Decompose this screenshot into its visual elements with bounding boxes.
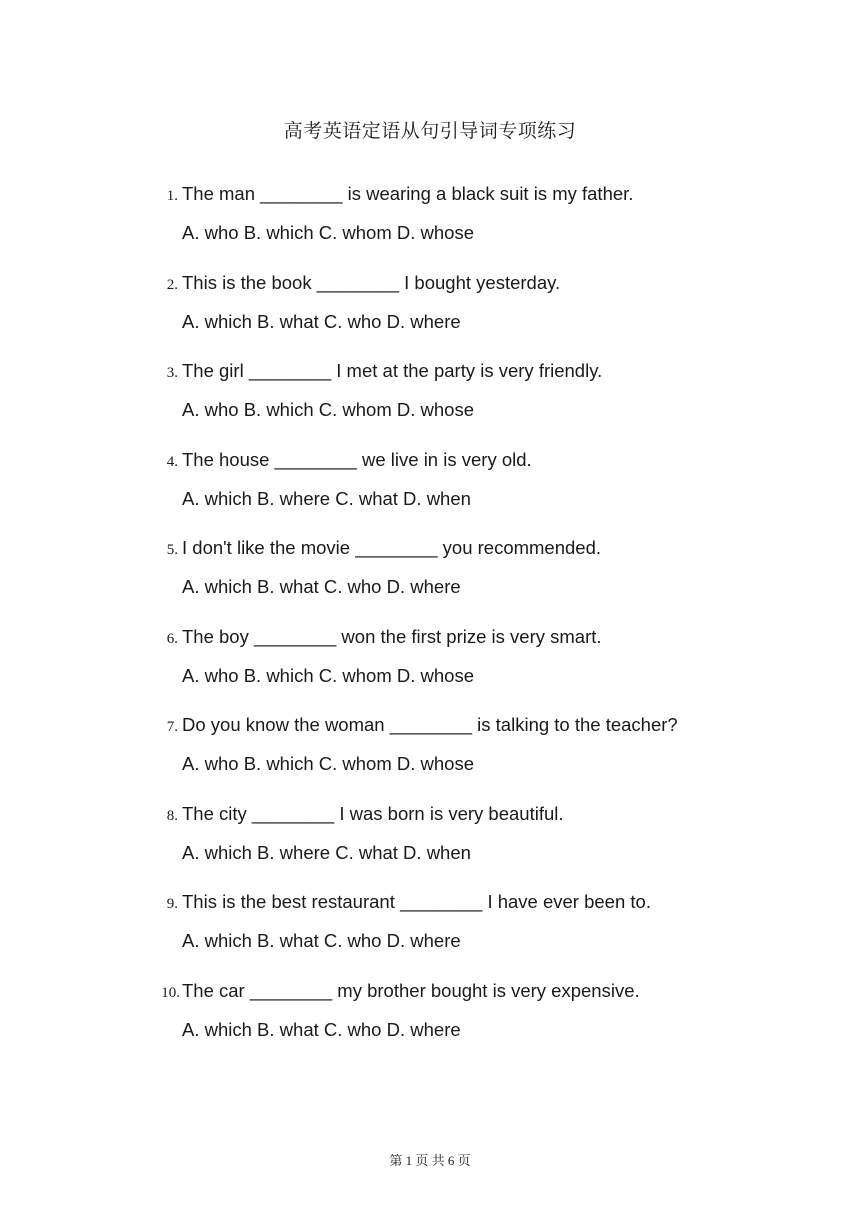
question-list bbox=[0, 183, 860, 1068]
question-options: A. which B. where C. what D. when bbox=[182, 487, 471, 509]
question-number: 3. bbox=[166, 365, 178, 381]
question-options: A. who B. which C. whom D. whose bbox=[182, 753, 474, 774]
question-options: A. who B. which C. whom D. whose bbox=[182, 664, 474, 686]
question-item bbox=[0, 626, 860, 715]
question-options: A. which B. what C. who D. where bbox=[182, 576, 461, 597]
question-number: 8. bbox=[166, 807, 178, 824]
question-stem: The house ________ we live in is very old. bbox=[182, 448, 532, 470]
question-options: A. which B. what C. who D. where bbox=[182, 930, 461, 951]
question-item bbox=[0, 183, 860, 272]
question-stem: The city ________ I was born is very beautiful. bbox=[182, 802, 564, 824]
question-options: A. which B. where C. what D. when bbox=[182, 841, 471, 863]
question-stem: The boy ________ won the first prize is very smart. bbox=[182, 625, 602, 647]
question-number: 1. bbox=[166, 188, 178, 204]
question-options: A. which B. what C. who D. where bbox=[182, 310, 461, 332]
page-footer: 第 1 页 共 6 页 bbox=[389, 1153, 471, 1168]
question-stem: The man ________ is wearing a black suit is my father. bbox=[182, 183, 634, 204]
question-stem: Do you know the woman ________ is talking to the teacher? bbox=[182, 714, 678, 735]
question-item bbox=[0, 537, 860, 626]
question-stem: This is the best restaurant ________ I have ever been to. bbox=[182, 891, 651, 912]
question-stem: The girl ________ I met at the party is very friendly. bbox=[182, 360, 603, 381]
question-number: 5. bbox=[166, 542, 178, 558]
question-number: 9. bbox=[166, 896, 178, 912]
question-options: A. who B. which C. whom D. whose bbox=[182, 399, 474, 420]
page-title: 高考英语定语从句引导词专项练习 bbox=[283, 120, 577, 142]
question-stem: This is the book ________ I bought yesterday. bbox=[182, 271, 561, 293]
question-item bbox=[0, 891, 860, 980]
question-options: A. who B. which C. whom D. whose bbox=[182, 222, 474, 243]
question-number: 7. bbox=[166, 719, 178, 735]
question-stem: I don't like the movie ________ you recommended. bbox=[182, 537, 602, 558]
question-item bbox=[0, 714, 860, 803]
question-item bbox=[0, 360, 860, 449]
question-item bbox=[0, 272, 860, 361]
question-item bbox=[0, 980, 860, 1069]
question-number: 6. bbox=[166, 630, 178, 647]
question-item bbox=[0, 449, 860, 538]
question-number: 2. bbox=[166, 276, 178, 293]
question-number: 10. bbox=[161, 984, 180, 1001]
question-item bbox=[0, 803, 860, 892]
question-options: A. which B. what C. who D. where bbox=[182, 1018, 461, 1040]
question-stem: The car ________ my brother bought is very expensive. bbox=[182, 979, 640, 1001]
question-number: 4. bbox=[166, 453, 178, 470]
